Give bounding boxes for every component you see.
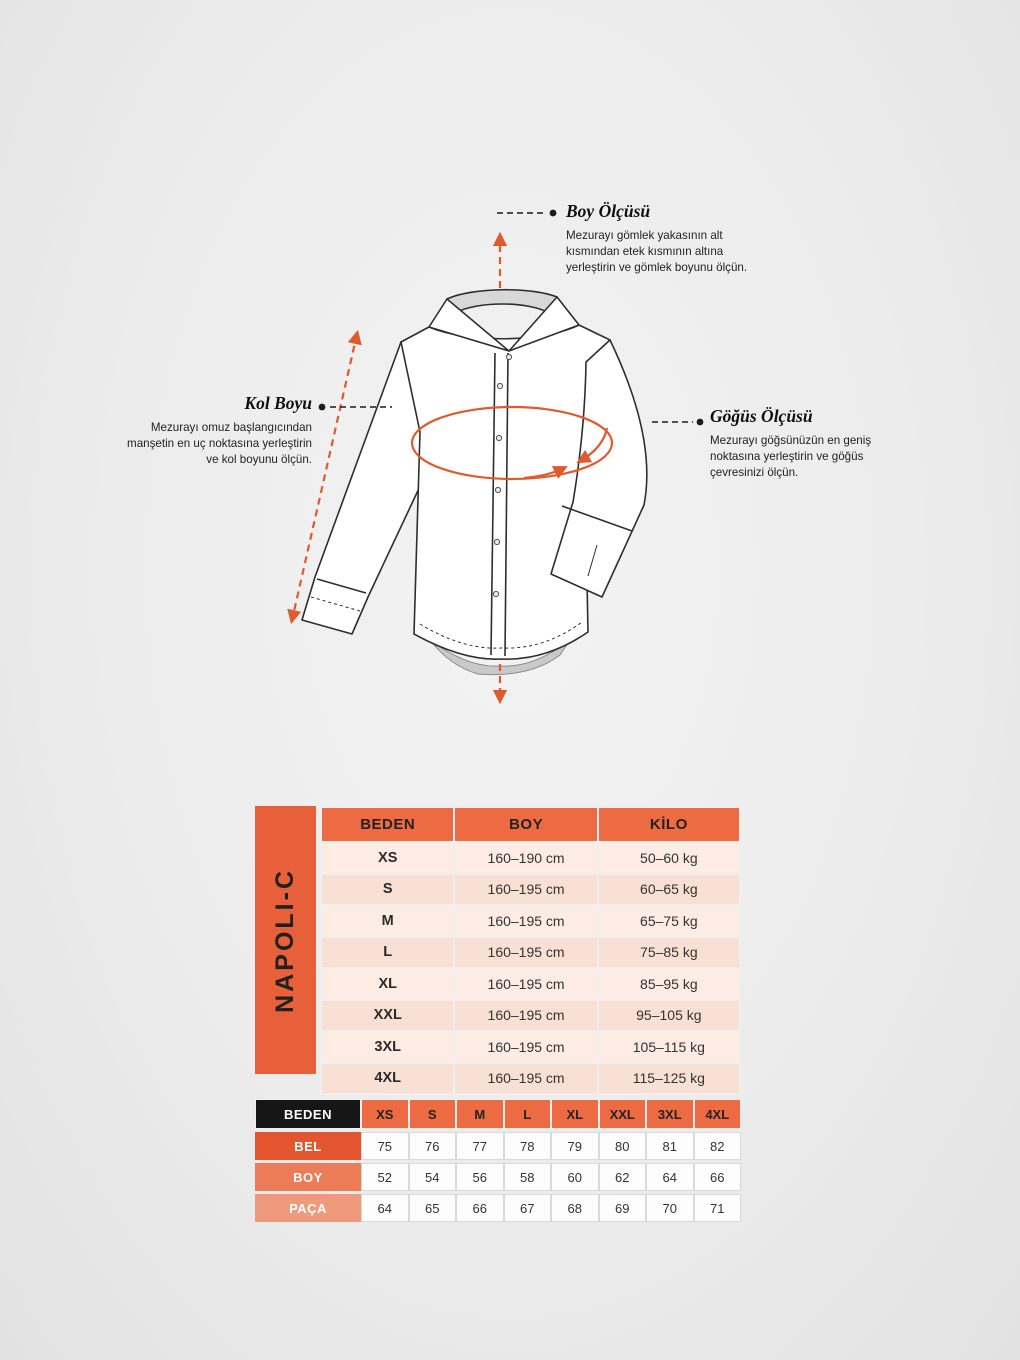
- measure-cell: 70: [646, 1194, 694, 1222]
- size-header-cell: XS: [361, 1099, 409, 1129]
- size-table-header-row: [321, 807, 740, 842]
- measure-row: [255, 1163, 741, 1191]
- model-name-block: [255, 806, 316, 1074]
- size-table-row: [321, 1031, 740, 1063]
- measure-cell: 80: [599, 1132, 647, 1160]
- size-table-cell: 160–195 cm: [454, 1000, 597, 1032]
- measure-cell: 68: [551, 1194, 599, 1222]
- size-table-cell: 160–195 cm: [454, 905, 597, 937]
- size-table-cell: 160–195 cm: [454, 968, 597, 1000]
- boy-leader-dot: [550, 210, 557, 217]
- gogus-text: Mezurayı göğsünüzün en geniş noktasına yerleştirin ve göğüs çevresinizi ölçün.: [710, 434, 872, 480]
- measure-cell: 66: [694, 1163, 742, 1191]
- size-table-section: [255, 806, 741, 1087]
- kol-title: Kol Boyu: [244, 393, 312, 413]
- size-table-cell: 75–85 kg: [598, 937, 740, 969]
- measure-cell: 79: [551, 1132, 599, 1160]
- measure-cell: 64: [361, 1194, 409, 1222]
- size-table-row: [321, 874, 740, 906]
- model-name: NAPOLI-C: [271, 867, 299, 1013]
- size-table-cell: 160–195 cm: [454, 874, 597, 906]
- size-table-cell: 4XL: [321, 1063, 454, 1095]
- header-boy: BOY: [454, 807, 597, 842]
- size-table-cell: 60–65 kg: [598, 874, 740, 906]
- corner-beden-label: BEDEN: [255, 1099, 361, 1129]
- measure-cell: 58: [504, 1163, 552, 1191]
- measure-cell: 67: [504, 1194, 552, 1222]
- measure-row-label: PAÇA: [255, 1194, 361, 1222]
- measure-cell: 64: [646, 1163, 694, 1191]
- size-table-row: [321, 1063, 740, 1095]
- measure-cell: 66: [456, 1194, 504, 1222]
- measure-cell: 76: [409, 1132, 457, 1160]
- size-table-cell: 160–195 cm: [454, 1031, 597, 1063]
- measure-cell: 75: [361, 1132, 409, 1160]
- size-header-cell: L: [504, 1099, 552, 1129]
- measure-row: [255, 1194, 741, 1222]
- measure-row-label: BOY: [255, 1163, 361, 1191]
- size-table-cell: XL: [321, 968, 454, 1000]
- measure-cell: 78: [504, 1132, 552, 1160]
- measure-cell: 69: [599, 1194, 647, 1222]
- size-table-cell: 3XL: [321, 1031, 454, 1063]
- gogus-annotation: [710, 406, 918, 482]
- size-table-cell: 160–190 cm: [454, 842, 597, 874]
- measure-cell: 54: [409, 1163, 457, 1191]
- measure-row-label: BEL: [255, 1132, 361, 1160]
- measurement-table: [255, 1096, 741, 1225]
- boy-text: Mezurayı gömlek yakasının alt kısmından etek kısmının altına yerleştirin ve gömlek boyunu ölçün.: [566, 229, 748, 275]
- size-table-cell: 105–115 kg: [598, 1031, 740, 1063]
- measure-cell: 82: [694, 1132, 742, 1160]
- size-table-cell: 95–105 kg: [598, 1000, 740, 1032]
- measure-cell: 77: [456, 1132, 504, 1160]
- size-table-row: [321, 842, 740, 874]
- measure-cell: 56: [456, 1163, 504, 1191]
- gogus-leader-dot: [697, 419, 704, 426]
- header-beden: BEDEN: [321, 807, 454, 842]
- measure-cell: 52: [361, 1163, 409, 1191]
- size-header-cell: 3XL: [646, 1099, 694, 1129]
- size-table-row: [321, 905, 740, 937]
- size-table-cell: M: [321, 905, 454, 937]
- gogus-title: Göğüs Ölçüsü: [710, 406, 813, 426]
- size-header-cell: XL: [551, 1099, 599, 1129]
- size-table-cell: 160–195 cm: [454, 1063, 597, 1095]
- size-table-row: [321, 968, 740, 1000]
- collar-band: [447, 290, 557, 313]
- size-table: [320, 806, 741, 1095]
- measure-cell: 71: [694, 1194, 742, 1222]
- size-table-cell: 65–75 kg: [598, 905, 740, 937]
- measure-cell: 60: [551, 1163, 599, 1191]
- header-kilo: KİLO: [598, 807, 740, 842]
- measure-row: [255, 1132, 741, 1160]
- size-header-cell: XXL: [599, 1099, 647, 1129]
- size-table-cell: XXL: [321, 1000, 454, 1032]
- size-table-cell: XS: [321, 842, 454, 874]
- size-table-cell: S: [321, 874, 454, 906]
- size-header-cell: S: [409, 1099, 457, 1129]
- measure-cell: 81: [646, 1132, 694, 1160]
- size-table-cell: 85–95 kg: [598, 968, 740, 1000]
- boy-annotation: [566, 201, 758, 277]
- boy-title: Boy Ölçüsü: [566, 201, 651, 221]
- size-table-cell: 50–60 kg: [598, 842, 740, 874]
- kol-text: Mezurayı omuz başlangıcından manşetin en uç noktasına yerleştirin ve kol boyunu ölçün.: [127, 421, 312, 467]
- measure-cell: 65: [409, 1194, 457, 1222]
- kol-annotation: [116, 393, 312, 469]
- measurement-header-row: [255, 1099, 741, 1129]
- size-table-cell: 160–195 cm: [454, 937, 597, 969]
- size-header-cell: M: [456, 1099, 504, 1129]
- measure-cell: 62: [599, 1163, 647, 1191]
- kol-leader-dot: [319, 404, 326, 411]
- size-header-cell: 4XL: [694, 1099, 742, 1129]
- size-table-row: [321, 1000, 740, 1032]
- size-table-cell: 115–125 kg: [598, 1063, 740, 1095]
- size-table-row: [321, 937, 740, 969]
- size-table-cell: L: [321, 937, 454, 969]
